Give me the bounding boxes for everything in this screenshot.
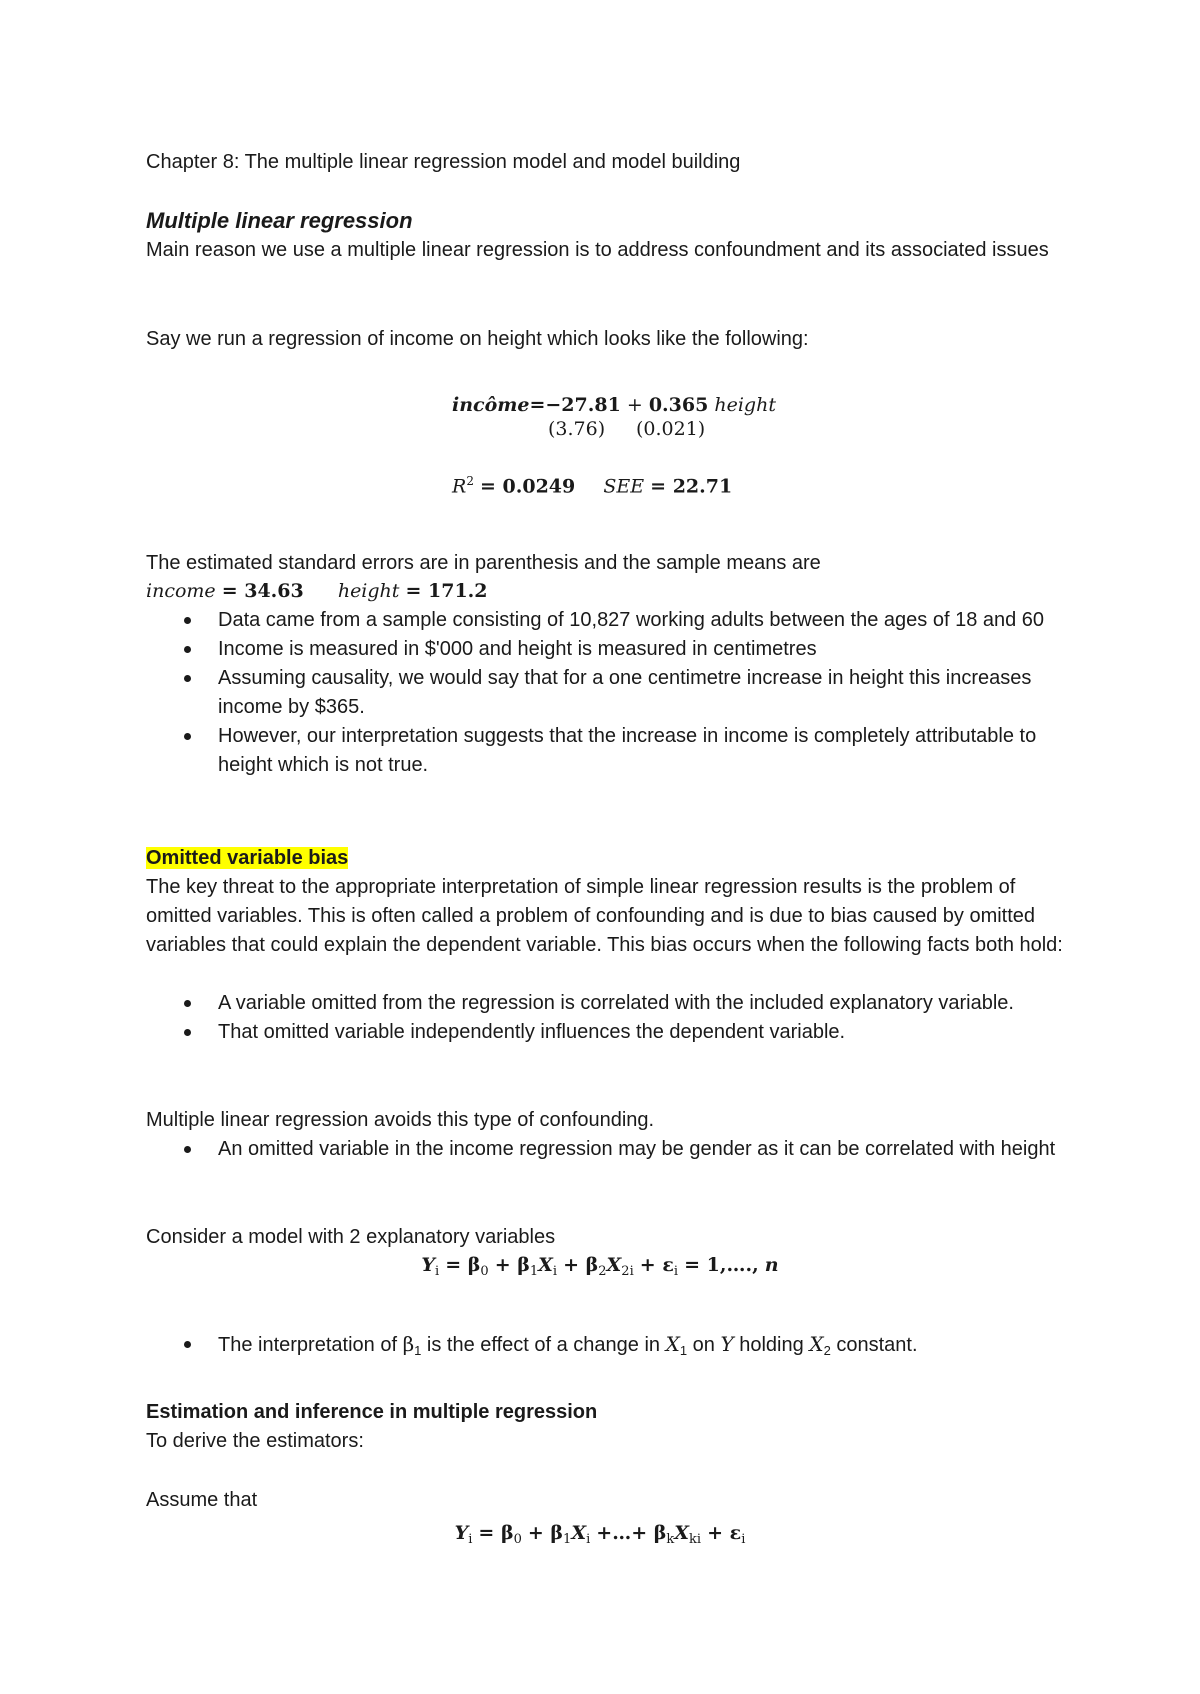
r2-value: = 0.0249 xyxy=(480,475,576,498)
income-mean-label: income xyxy=(146,580,216,602)
income-mean-value: = 34.63 xyxy=(221,580,304,602)
bullets-gender xyxy=(146,1135,1066,1164)
k-variable-model: $Y_i = \beta_0 + \beta_1X_i$ +…+ $\beta_kX_{ki} + \varepsilon_i$ xyxy=(454,1522,746,1547)
see-value: = 22.71 xyxy=(650,475,733,498)
derive-line: To derive the estimators: xyxy=(146,1430,364,1452)
section-heading-mlr: Multiple linear regression xyxy=(146,208,413,233)
r2-sup: 2 xyxy=(466,474,474,488)
means-line: The estimated standard errors are in parenthesis and the sample means are xyxy=(146,552,821,574)
say-line: Say we run a regression of income on height which looks like the following: xyxy=(146,328,809,350)
eq-var: height xyxy=(714,394,776,416)
list-item: A variable omitted from the regression is correlated with the included explanatory variable. xyxy=(146,989,1066,1018)
eq-plus: + xyxy=(626,394,643,416)
eq-slope: 0.365 xyxy=(648,394,709,416)
sample-means xyxy=(146,580,488,602)
list-item: However, our interpretation suggests that the increase in income is completely attributable to height which is not true. xyxy=(146,722,1066,780)
list-item: Income is measured in $'000 and height is measured in centimetres xyxy=(146,635,1066,664)
bullets-interpretation xyxy=(146,1330,1066,1365)
bullets-income-height xyxy=(146,606,1066,780)
eq-equals: = xyxy=(529,394,546,416)
regression-equation xyxy=(452,394,776,416)
ovb-paragraph: The key threat to the appropriate interpretation of simple linear regression results is the problem of omitted variables. This is often called a problem of confounding and is due to bias caused by omitted variables that could explain the dependent variable. This bias occurs when the following facts both hold: xyxy=(146,876,1063,956)
section-heading-ovb xyxy=(146,844,1066,873)
height-mean-label: height xyxy=(337,580,400,602)
chapter-title: Chapter 8: The multiple linear regression model and model building xyxy=(146,151,741,173)
eq-intercept: −27.81 xyxy=(545,394,621,416)
see-label: SEE xyxy=(603,475,645,498)
fit-stats xyxy=(452,474,732,497)
height-mean-value: = 171.2 xyxy=(405,580,488,602)
section-heading-estimation: Estimation and inference in multiple regression xyxy=(146,1401,598,1423)
list-item: An omitted variable in the income regression may be gender as it can be correlated with height xyxy=(146,1135,1066,1164)
ovb-highlight: Omitted variable bias xyxy=(146,847,349,869)
r2-label: R xyxy=(452,475,467,498)
bullets-ovb-conditions xyxy=(146,989,1066,1047)
list-item: The interpretation of $\beta_1$ is the effect of a change in $X_1$ on Y holding $X_2$ constant. xyxy=(146,1330,1066,1365)
eq-se-slope: (0.021) xyxy=(636,418,706,440)
avoid-line: Multiple linear regression avoids this type of confounding. xyxy=(146,1109,655,1131)
assume-line: Assume that xyxy=(146,1489,258,1511)
eq-se-intercept: (3.76) xyxy=(548,418,606,440)
list-item: Assuming causality, we would say that for a one centimetre increase in height this increases income by $365. xyxy=(146,664,1066,722)
two-variable-model: $Y_i = \beta_0 + \beta_1X_i + \beta_2X_{2i} + \varepsilon_i$ = 1,…., n xyxy=(421,1254,779,1279)
eq-lhs: incôme xyxy=(452,394,530,416)
consider-line: Consider a model with 2 explanatory variables xyxy=(146,1226,556,1248)
list-item: That omitted variable independently influences the dependent variable. xyxy=(146,1018,1066,1047)
list-item: Data came from a sample consisting of 10,827 working adults between the ages of 18 and 60 xyxy=(146,606,1066,635)
mlr-intro: Main reason we use a multiple linear regression is to address confoundment and its associated issues xyxy=(146,239,1049,261)
